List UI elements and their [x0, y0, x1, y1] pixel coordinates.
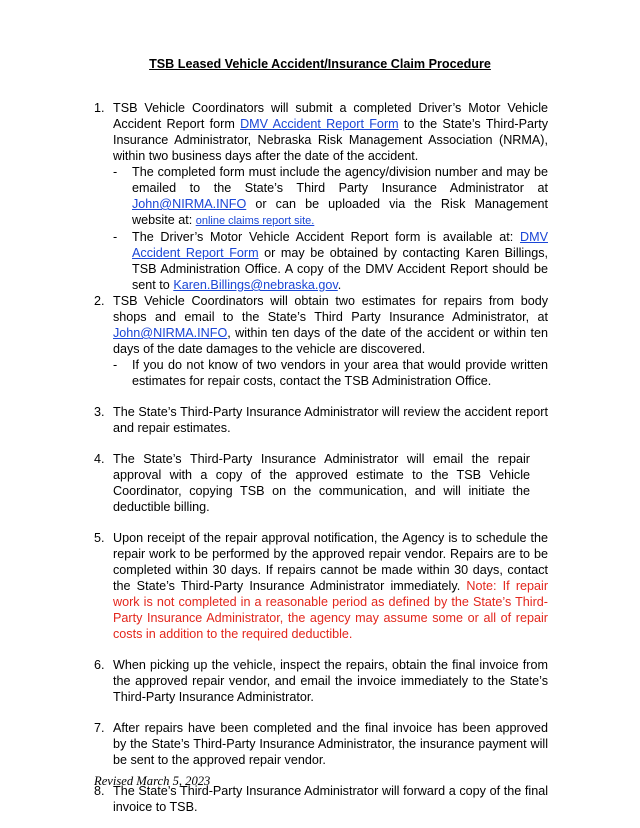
step-1 [94, 100, 548, 293]
sub-text: or can be uploaded via the Risk Management website at: [132, 197, 549, 227]
step-7 [94, 720, 548, 768]
dash-bullet: - [113, 165, 118, 179]
step-text: The State’s Third-Party Insurance Administrator will email the repair approval with a copy of the approved estimate to the TSB Vehicle Coordinator, copying TSB on the communication, and will initiate the deductible billing. [113, 452, 530, 514]
step-number: 6. [94, 658, 105, 672]
karen-email-link[interactable]: Karen.Billings@nebraska.gov [173, 278, 338, 292]
online-claims-link[interactable]: online claims report site. [195, 215, 315, 227]
sub-text: or may be obtained by contacting Karen Billings, TSB Administration Office. A copy of the DMV Accident Report should be sent to [132, 246, 549, 292]
step-text: TSB Vehicle Coordinators will submit a completed Driver’s Motor Vehicle Accident Report form [113, 101, 548, 131]
step-number: 3. [94, 405, 105, 419]
step-text: , within ten days of the date of the accident or within ten days of the date damages to the vehicle are discovered. [113, 326, 548, 356]
step-text: The State’s Third-Party Insurance Administrator will review the accident report and repair estimates. [113, 405, 548, 435]
step-number: 5. [94, 531, 105, 545]
step-number: 8. [94, 784, 105, 798]
step-2 [94, 293, 548, 389]
step-number: 1. [94, 101, 105, 115]
sub-item [113, 229, 548, 293]
red-note: Note: If repair work is not completed in a reasonable period as defined by the State’s Third-Party Insurance Administrator, the agency may assume some or all of repair costs in addition to the required deductible. [113, 579, 549, 641]
step-text: The State’s Third-Party Insurance Administrator will forward a copy of the final invoice to TSB. [113, 784, 548, 814]
page-title: TSB Leased Vehicle Accident/Insurance Claim Procedure [149, 57, 491, 71]
step-5 [94, 530, 548, 642]
sub-text: . [337, 278, 342, 292]
sub-text: The completed form must include the agency/division number and may be emailed to the State’s Third Party Insurance Administrator at [132, 165, 548, 195]
step-number: 7. [94, 721, 105, 735]
sub-item [113, 357, 548, 389]
step-number: 2. [94, 294, 105, 308]
sub-item [113, 164, 548, 229]
step-text: TSB Vehicle Coordinators will obtain two estimates for repairs from body shops and email to the State’s Third Party Insurance Administrator, at [113, 294, 548, 324]
step-text: Upon receipt of the repair approval notification, the Agency is to schedule the repair work to be performed by the approved repair vendor. Repairs are to be completed within 30 days. If repairs cannot be made within 30 days, contact the State’s Third-Party Insurance Administrator immediately. [113, 531, 548, 593]
step-text: When picking up the vehicle, inspect the repairs, obtain the final invoice from the approved repair vendor, and email the invoice immediately to the State’s Third-Party Insurance Administrator. [113, 658, 548, 704]
revision-date: Revised March 5, 2023 [94, 774, 211, 788]
nirma-email-link[interactable]: John@NIRMA.INFO [113, 326, 228, 340]
step-1-subitems [113, 164, 548, 293]
nirma-email-link[interactable]: John@NIRMA.INFO [132, 197, 247, 211]
dmv-form-link[interactable]: DMV Accident Report Form [240, 117, 399, 131]
dmv-form-link[interactable]: DMV Accident Report Form [132, 230, 548, 260]
step-text: After repairs have been completed and the final invoice has been approved by the State’s Third-Party Insurance Administrator, the insurance payment will be sent to the approved repair vendor. [113, 721, 548, 767]
dash-bullet: - [113, 358, 118, 372]
step-4 [94, 451, 548, 515]
sub-text: If you do not know of two vendors in your area that would provide written estimates for repair costs, contact the TSB Administration Office. [132, 358, 548, 388]
step-2-subitems [113, 357, 548, 389]
sub-text: The Driver’s Motor Vehicle Accident Report form is available at: [132, 230, 514, 244]
dash-bullet: - [113, 230, 118, 244]
step-6 [94, 657, 548, 705]
step-3 [94, 404, 548, 436]
step-number: 4. [94, 452, 105, 466]
step-text: to the State’s Third-Party Insurance Administrator, Nebraska Risk Management Association (NRMA), within two business days after the date of the accident. [113, 117, 548, 163]
procedure-steps [94, 100, 548, 815]
